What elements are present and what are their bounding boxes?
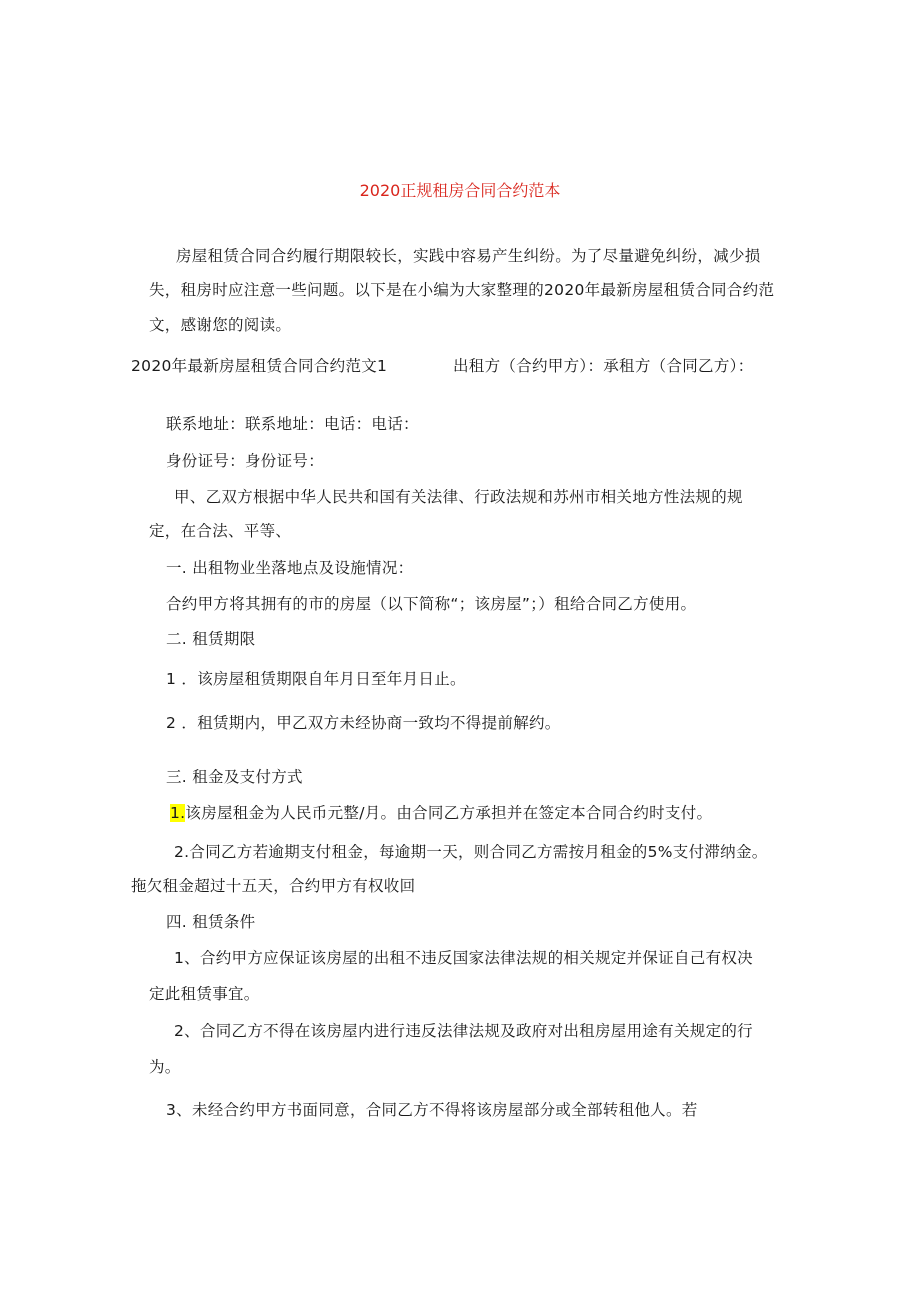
section3-item2-line-1: 2.合同乙方若逾期支付租金，每逾期一天，则合同乙方需按月租金的5%支付滞纳金。 [174,843,768,861]
id-number-line: 身份证号：身份证号： [166,452,325,470]
section4-item3: 3、未经合约甲方书面同意，合同乙方不得将该房屋部分或全部转租他人。若 [166,1101,698,1119]
intro-line-1: 房屋租赁合同合约履行期限较长，实践中容易产生纠纷。为了尽量避免纠纷，减少损 [176,247,761,265]
sample-heading: 2020年最新房屋租赁合同合约范文1 [131,357,388,375]
section3-item1-text: 该房屋租金为人民币元整/月。由合同乙方承担并在签定本合同合约时支付。 [185,804,713,822]
section3-item1 [170,801,712,825]
section4-item2-line-2: 为。 [149,1058,181,1076]
section4-item2-line-1: 2、合同乙方不得在该房屋内进行违反法律法规及政府对出租房屋用途有关规定的行 [174,1022,753,1040]
section3-item2-line-2: 拖欠租金超过十五天，合约甲方有权收回 [131,877,416,895]
section2-item1: 1 ．该房屋租赁期限自年月日至年月日止。 [166,670,466,688]
intro-line-2: 失，租房时应注意一些问题。以下是在小编为大家整理的2020年最新房屋租赁合同合约范 [149,281,775,299]
section4-item1-line-2: 定此租赁事宜。 [149,985,260,1003]
document-title: 2020正规租房合同合约范本 [359,181,561,200]
section3-heading: 三. 租金及支付方式 [166,768,303,786]
section2-heading: 二. 租赁期限 [166,630,256,648]
section1-heading: 一. 出租物业坐落地点及设施情况： [166,559,414,577]
intro-line-3: 文，感谢您的阅读。 [149,316,292,334]
section1-text: 合约甲方将其拥有的市的房屋（以下简称“；该房屋”；）租给合同乙方使用。 [166,595,697,613]
preamble-line-2: 定，在合法、平等、 [149,522,292,540]
section2-item2: 2 ．租赁期内，甲乙双方未经协商一致均不得提前解约。 [166,714,561,732]
preamble-line-1: 甲、乙双方根据中华人民共和国有关法律、行政法规和苏州市相关地方性法规的规 [174,488,743,506]
section4-item1-line-1: 1、合约甲方应保证该房屋的出租不违反国家法律法规的相关规定并保证自己有权决 [174,949,753,967]
contact-line: 联系地址：联系地址：电话：电话： [166,415,419,433]
highlighted-number: 1. [170,804,186,822]
section4-heading: 四. 租赁条件 [166,913,256,931]
parties-line: 出租方（合约甲方）：承租方（合同乙方）： [453,357,754,375]
